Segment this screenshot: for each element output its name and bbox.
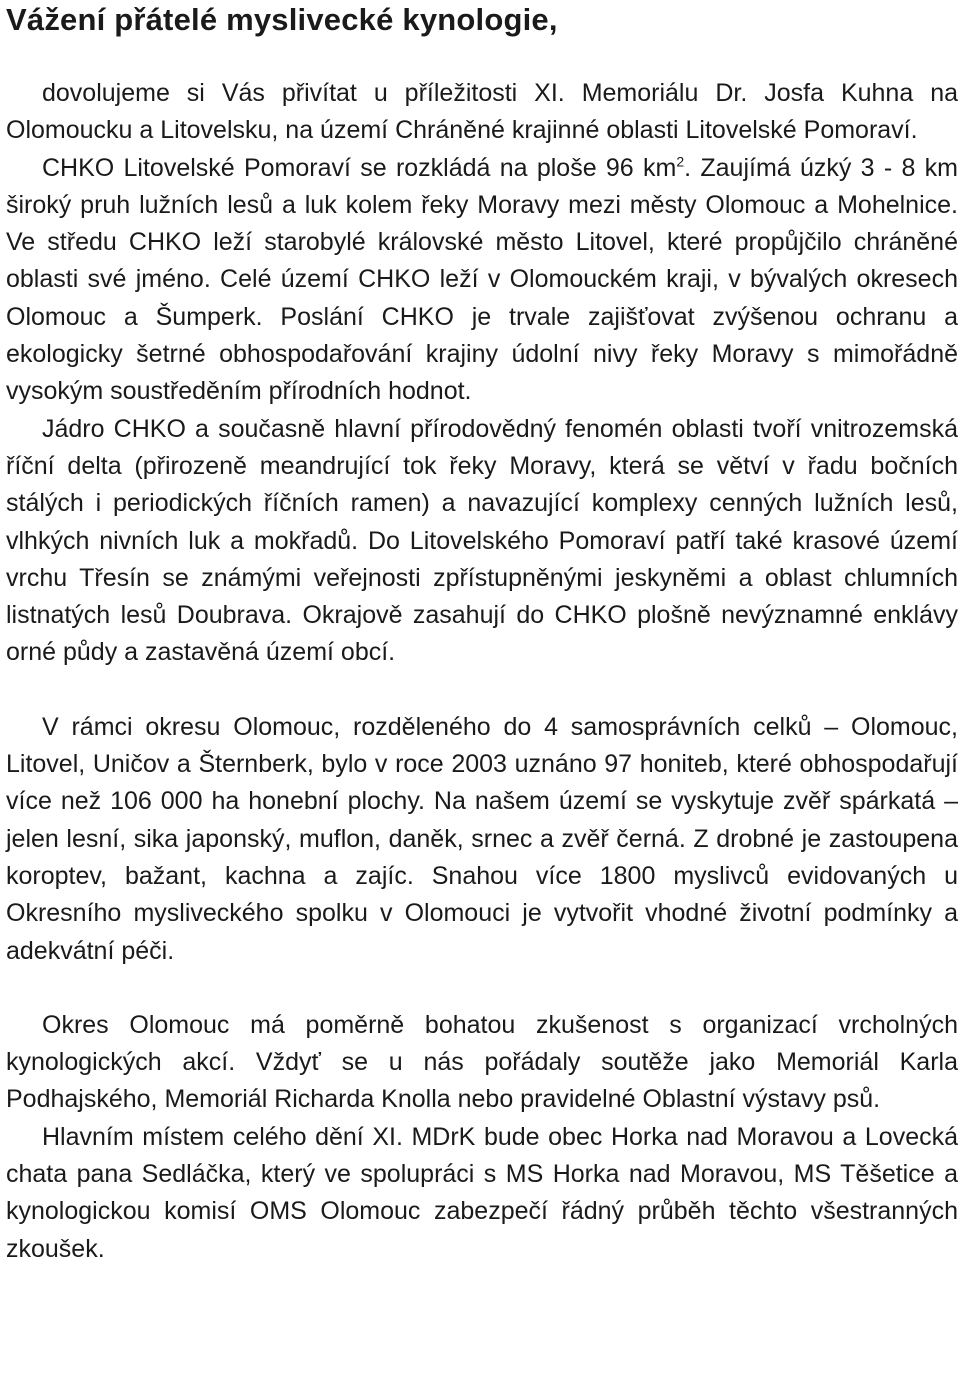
paragraph-hunting-district: V rámci okresu Olomouc, rozděleného do 4 samosprávních celků – Olomouc, Litovel, Uničov a Šternberk, bylo v roce 2003 uznáno 97 honiteb, které obhospodařují více než 106 000 ha honební plochy. Na našem území se vyskytuje zvěř spárkatá – jelen lesní, sika japonský, muflon, daněk, srnec a zvěř černá. Z drobné je zastoupena koroptev, bažant, kachna a zajíc. Snahou více 1800 myslivců evidovaných u Okresního mysliveckého spolku v Olomouci je vytvořit vhodné životní podmínky a adekvátní péči. xyxy=(6,712,958,965)
spacer xyxy=(6,970,958,1007)
page-title: Vážení přátelé myslivecké kynologie, xyxy=(6,2,558,37)
spacer xyxy=(6,672,958,709)
paragraph-chko-text-start: CHKO Litovelské Pomoraví se rozkládá na ploše 96 km xyxy=(42,153,677,182)
document-page xyxy=(6,0,958,1268)
paragraph-chko-text-rest: . Zaujímá úzký 3 - 8 km široký pruh lužních lesů a luk kolem řeky Moravy mezi městy Olomouc a Mohelnice. Ve středu CHKO leží starobylé královské město Litovel, které propůjčilo chráněné oblasti své jméno. Celé území CHKO leží v Olomouckém kraji, v bývalých okresech Olomouc a Šumperk. Poslání CHKO je trvale zajišťovat zvýšenou ochranu a ekologicky šetrné obhospodařování krajiny údolní nivy řeky Moravy s mimořádně vysokým soustředěním přírodních hodnot. xyxy=(6,153,958,406)
spacer xyxy=(6,38,958,75)
paragraph-chko-core: Jádro CHKO a současně hlavní přírodovědný fenomén oblasti tvoří vnitrozemská říční delta (přirozeně meandrující tok řeky Moravy, která se větví v řadu bočních stálých i periodických říčních ramen) a navazující komplexy cenných lužních lesů, vlhkých nivních luk a mokřadů. Do Litovelského Pomoraví patří také krasové území vrchu Třesín se známými veřejnosti zpřístupněnými jeskyněmi a oblast chlumních listnatých lesů Doubrava. Okrajově zasahují do CHKO plošně nevýznamné enklávy orné půdy a zastavěná území obcí. xyxy=(6,414,958,667)
paragraph-cynology-events: Okres Olomouc má poměrně bohatou zkušenost s organizací vrcholných kynologických akcí. Vždyť se u nás pořádaly soutěže jako Memoriál Karla Podhajského, Memoriál Richarda Knolla nebo pravidelné Oblastní výstavy psů. xyxy=(6,1010,958,1114)
paragraph-chko-description xyxy=(6,150,958,411)
paragraph-venue: Hlavním místem celého dění XI. MDrK bude obec Horka nad Moravou a Lovecká chata pana Sedláčka, který ve spolupráci s MS Horka nad Moravou, MS Těšetice a kynologickou komisí OMS Olomouc zabezpečí řádný průběh těchto všestranných zkoušek. xyxy=(6,1122,958,1263)
superscript-unit: 2 xyxy=(676,153,685,170)
paragraph-welcome: dovolujeme si Vás přivítat u příležitosti XI. Memoriálu Dr. Josfa Kuhna na Olomoucku a Litovelsku, na území Chráněné krajinné oblasti Litovelské Pomoraví. xyxy=(6,79,958,145)
